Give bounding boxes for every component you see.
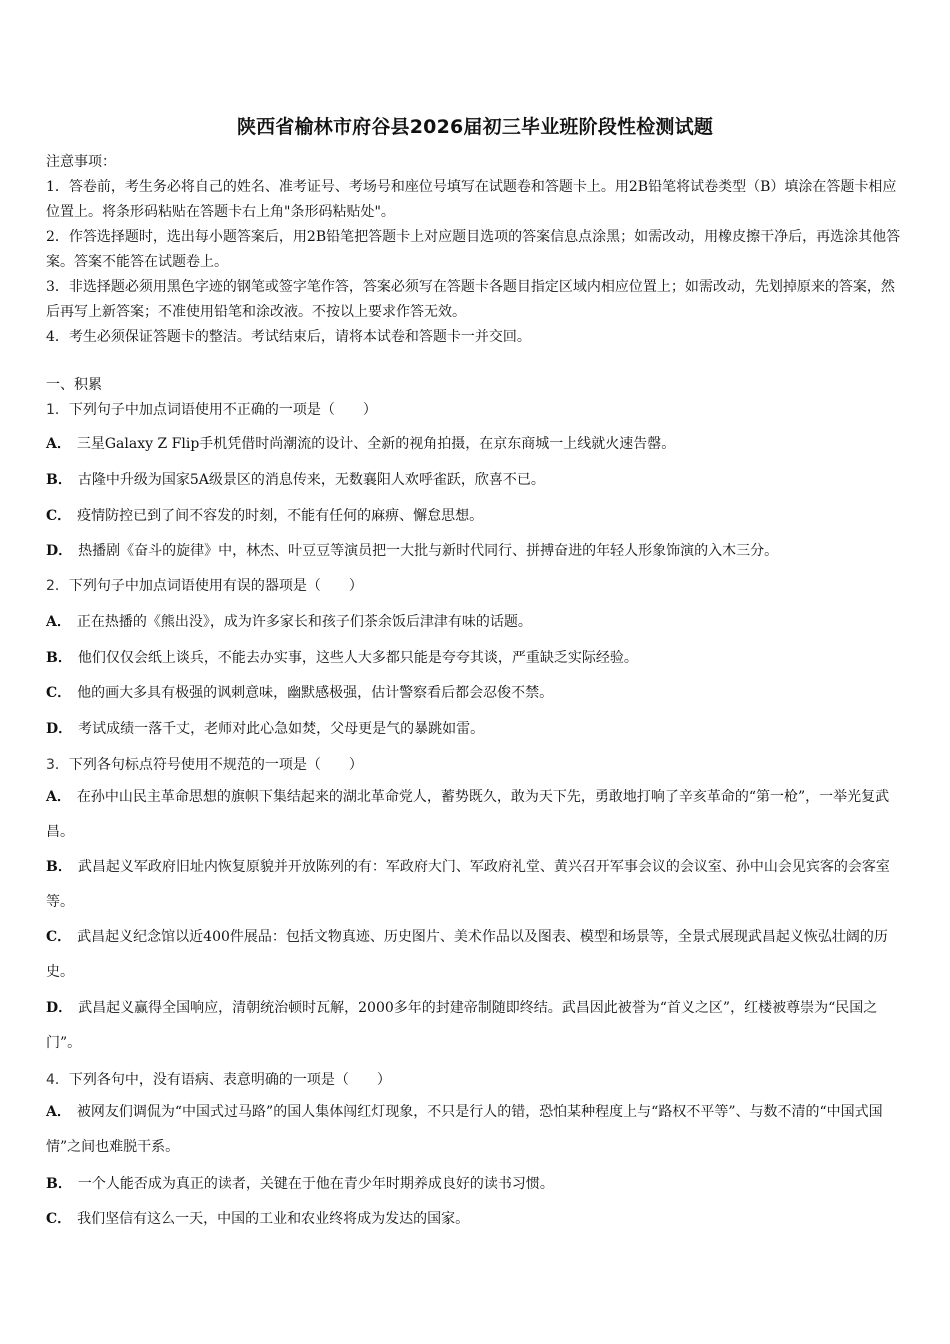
- option-label: C．: [46, 685, 72, 701]
- question-2-option-a: [46, 612, 908, 632]
- question-2-stem: [46, 576, 908, 596]
- option-label: A．: [46, 614, 71, 630]
- question-2-option-d: [46, 719, 908, 739]
- option-label: D．: [46, 1000, 73, 1016]
- question-3-option-c: [46, 920, 908, 990]
- question-4-stem: [46, 1070, 908, 1090]
- question-number: 1．: [46, 402, 69, 418]
- option-label: B．: [46, 650, 72, 666]
- option-text: 古隆中升级为国家5A级景区的消息传来，无数襄阳人欢呼雀跃，欣喜不已。: [77, 472, 545, 488]
- option-label: A．: [46, 1104, 71, 1120]
- notice-item-1: 1．答卷前，考生务必将自己的姓名、准考证号、考场号和座位号填写在试题卷和答题卡上。用2B铅笔将试卷类型（B）填涂在答题卡相应位置上。将条形码粘贴在答题卡右上角"条形码粘贴处"。: [46, 179, 897, 220]
- question-number: 4．: [46, 1072, 69, 1088]
- question-text: 下列各句标点符号使用不规范的一项是（ ）: [68, 757, 363, 773]
- option-label: D．: [46, 721, 73, 737]
- option-label: B．: [46, 1176, 72, 1192]
- question-4-option-a: [46, 1095, 908, 1165]
- option-label: B．: [46, 859, 72, 875]
- option-text: 他的画大多具有极强的讽刺意味，幽默感极强，估计警察看后都会忍俊不禁。: [77, 685, 554, 701]
- question-2-option-b: [46, 648, 908, 668]
- question-4-option-c: [46, 1209, 908, 1229]
- page-title: 陕西省榆林市府谷县2026届初三毕业班阶段性检测试题: [236, 116, 714, 138]
- option-text: 在孙中山民主革命思想的旗帜下集结起来的湖北革命党人，蓄势既久，敢为天下先，勇敢地打响了辛亥革命的“第一枪”，一举光复武昌。: [46, 789, 890, 840]
- question-4-option-b: [46, 1174, 908, 1194]
- question-3-stem: [46, 755, 908, 775]
- option-label: A．: [46, 436, 71, 452]
- option-label: C．: [46, 1211, 72, 1227]
- option-text: 武昌起义赢得全国响应，清朝统治顿时瓦解，2000多年的封建帝制随即终结。武昌因此被誉为“首义之区”，红楼被尊崇为“民国之门”。: [46, 1000, 878, 1051]
- option-text: 正在热播的《熊出没》，成为许多家长和孩子们茶余饭后津津有味的话题。: [76, 614, 532, 630]
- notice-section: [46, 150, 908, 350]
- option-text: 被网友们调侃为“中国式过马路”的国人集体闯红灯现象，不只是行人的错，恐怕某种程度上与“路权不平等”、与数不清的“中国式国情”之间也难脱干系。: [46, 1104, 883, 1155]
- option-text: 武昌起义军政府旧址内恢复原貌并开放陈列的有：军政府大门、军政府礼堂、黄兴召开军事会议的会议室、孙中山会见宾客的会客室等。: [46, 859, 890, 910]
- notice-item-3: 3．非选择题必须用黑色字迹的钢笔或签字笔作答，答案必须写在答题卡各题目指定区域内相应位置上；如需改动，先划掉原来的答案，然后再写上新答案；不准使用铅笔和涂改液。不按以上要求作答无效。: [46, 279, 895, 320]
- question-number: 3．: [46, 757, 69, 773]
- option-label: D．: [46, 543, 73, 559]
- question-2-option-c: [46, 683, 908, 703]
- question-1-option-c: [46, 506, 908, 526]
- option-text: 武昌起义纪念馆以近400件展品：包括文物真迹、历史图片、美术作品以及图表、模型和场景等，全景式展现武昌起义恢弘壮阔的历史。: [46, 929, 888, 980]
- option-text: 热播剧《奋斗的旋律》中，林杰、叶豆豆等演员把一大批与新时代同行、拼搏奋进的年轻人形象饰演的入木三分。: [78, 543, 779, 559]
- notice-item-2: 2．作答选择题时，选出每小题答案后，用2B铅笔把答题卡上对应题目选项的答案信息点涂黑；如需改动，用橡皮擦干净后，再选涂其他答案。答案不能答在试题卷上。: [46, 229, 901, 270]
- option-label: C．: [46, 929, 72, 945]
- section-heading: 一、积累: [46, 377, 102, 393]
- question-1-option-d: [46, 541, 908, 561]
- question-3-option-d: [46, 991, 908, 1061]
- option-text: 一个人能否成为真正的读者，关键在于他在青少年时期养成良好的读书习惯。: [77, 1176, 554, 1192]
- option-text: 他们仅仅会纸上谈兵，不能去办实事，这些人大多都只能是夸夸其谈，严重缺乏实际经验。: [77, 650, 638, 666]
- question-3-option-a: [46, 780, 908, 850]
- notice-item-4: 4．考生必须保证答题卡的整洁。考试结束后，请将本试卷和答题卡一并交回。: [46, 329, 531, 345]
- question-text: 下列句子中加点词语使用有误的器项是（ ）: [68, 578, 363, 594]
- option-label: A．: [46, 789, 71, 805]
- option-text: 三星Galaxy Z Flip手机凭借时尚潮流的设计、全新的视角拍摄，在京东商城一上线就火速告罄。: [76, 436, 676, 452]
- question-number: 2．: [46, 578, 69, 594]
- option-text: 我们坚信有这么一天，中国的工业和农业终将成为发达的国家。: [77, 1211, 470, 1227]
- question-1-option-a: [46, 434, 908, 454]
- question-text: 下列句子中加点词语使用不正确的一项是（ ）: [68, 402, 377, 418]
- option-label: C．: [46, 508, 72, 524]
- option-text: 疫情防控已到了间不容发的时刻，不能有任何的麻痹、懈怠思想。: [77, 508, 484, 524]
- question-text: 下列各句中，没有语病、表意明确的一项是（ ）: [68, 1072, 391, 1088]
- option-label: B．: [46, 472, 72, 488]
- question-3-option-b: [46, 850, 908, 920]
- option-text: 考试成绩一落千丈，老师对此心急如焚，父母更是气的暴跳如雷。: [78, 721, 485, 737]
- notice-heading: 注意事项：: [46, 154, 116, 170]
- question-1-option-b: [46, 470, 908, 490]
- question-1-stem: [46, 400, 908, 420]
